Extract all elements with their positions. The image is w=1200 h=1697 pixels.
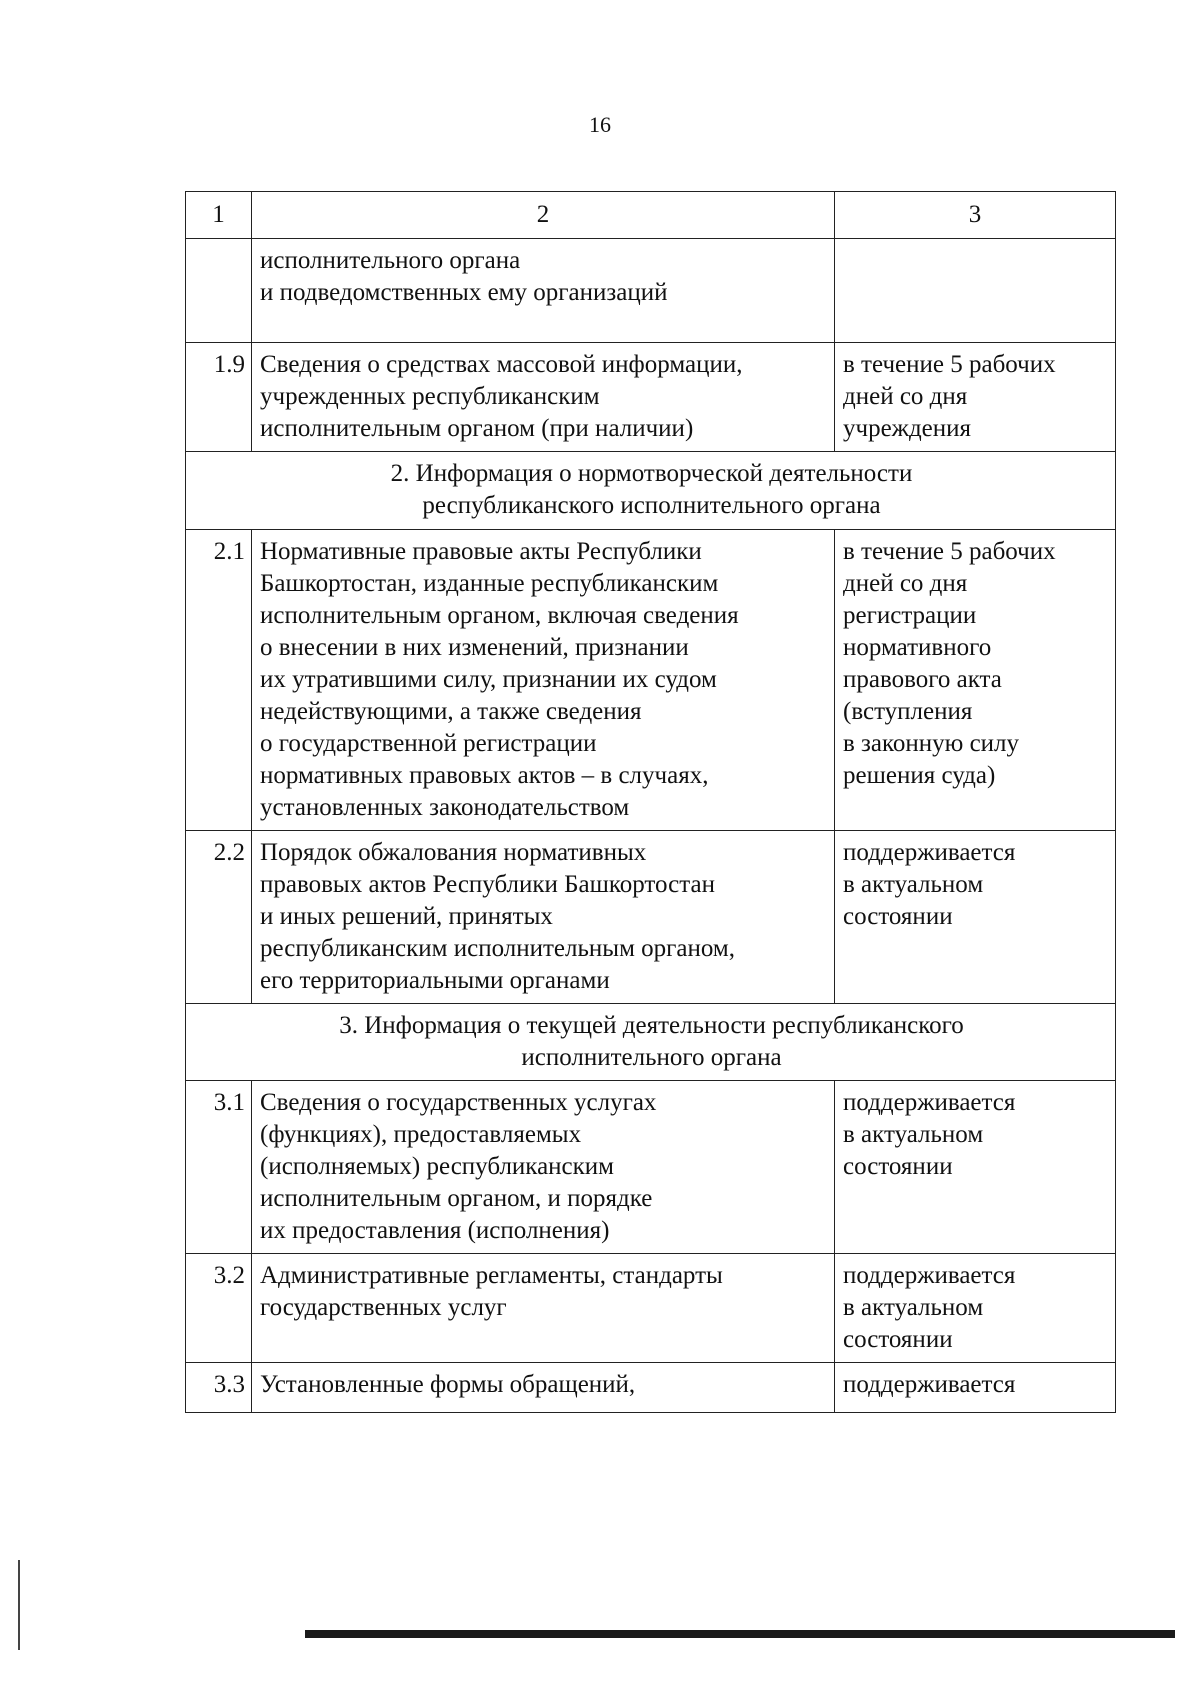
text-line: 2. Информация о нормотворческой деятельности	[390, 460, 913, 487]
section-header-row	[186, 452, 1116, 530]
row-number: 3.2	[186, 1254, 252, 1363]
text-line: в актуальном	[843, 1121, 984, 1148]
text-line: состоянии	[843, 1153, 953, 1180]
table-row	[186, 343, 1116, 452]
text-line: (исполняемых) республиканским	[260, 1153, 614, 1180]
table-body	[186, 192, 1116, 1413]
text-line: Сведения о государственных услугах	[260, 1089, 657, 1116]
row-number: 3.3	[186, 1363, 252, 1413]
section-header-row	[186, 1004, 1116, 1081]
table-header-row	[186, 192, 1116, 239]
row-number: 2.1	[186, 530, 252, 831]
page-number: 16	[589, 112, 611, 137]
text-line: (вступления	[843, 698, 973, 725]
text-line: в течение 5 рабочих	[843, 538, 1056, 565]
row-description	[252, 343, 835, 452]
row-description	[252, 1363, 835, 1413]
row-term	[835, 239, 1116, 343]
row-description	[252, 831, 835, 1004]
text-line: в актуальном	[843, 1294, 984, 1321]
text-line: и иных решений, принятых	[260, 903, 553, 930]
text-line: в законную силу	[843, 730, 1020, 757]
text-line: республиканским исполнительным органом,	[260, 935, 735, 962]
text-line: Нормативные правовые акты Республики	[260, 538, 702, 565]
section-title	[186, 452, 1116, 530]
text-line: о внесении в них изменений, признании	[260, 634, 689, 661]
text-line: решения суда)	[843, 762, 996, 789]
row-term	[835, 530, 1116, 831]
text-line: и подведомственных ему организаций	[260, 279, 668, 306]
row-description	[252, 1254, 835, 1363]
text-line: исполнительным органом (при наличии)	[260, 415, 694, 442]
text-line: государственных услуг	[260, 1294, 507, 1321]
text-line: его территориальными органами	[260, 967, 610, 994]
text-line: поддерживается	[843, 1262, 1016, 1289]
text-line: правовых актов Республики Башкортостан	[260, 871, 715, 898]
row-term	[835, 1254, 1116, 1363]
text-line: Башкортостан, изданные республиканским	[260, 570, 719, 597]
row-number: 3.1	[186, 1081, 252, 1254]
information-table	[185, 191, 1116, 1413]
text-line: Сведения о средствах массовой информации,	[260, 351, 743, 378]
table-row	[186, 1254, 1116, 1363]
text-line: 3. Информация о текущей деятельности республиканского	[339, 1012, 964, 1039]
text-line: их предоставления (исполнения)	[260, 1217, 610, 1244]
table-row	[186, 831, 1116, 1004]
row-description	[252, 530, 835, 831]
row-number: 1.9	[186, 343, 252, 452]
row-number	[186, 239, 252, 343]
text-line: учрежденных республиканским	[260, 383, 600, 410]
table-row	[186, 530, 1116, 831]
header-cell-1: 1	[186, 192, 252, 239]
text-line: о государственной регистрации	[260, 730, 597, 757]
text-line: дней со дня	[843, 383, 968, 410]
text-line: установленных законодательством	[260, 794, 630, 821]
row-term	[835, 831, 1116, 1004]
text-line: состоянии	[843, 1326, 953, 1353]
text-line: дней со дня	[843, 570, 968, 597]
text-line: в течение 5 рабочих	[843, 351, 1056, 378]
header-cell-2: 2	[252, 192, 835, 239]
text-line: (функциях), предоставляемых	[260, 1121, 582, 1148]
row-description	[252, 1081, 835, 1254]
text-line: в актуальном	[843, 871, 984, 898]
margin-mark	[18, 1560, 20, 1650]
text-line: недействующими, а также сведения	[260, 698, 642, 725]
text-line: республиканского исполнительного органа	[422, 492, 881, 519]
row-term	[835, 343, 1116, 452]
row-number: 2.2	[186, 831, 252, 1004]
text-line: нормативного	[843, 634, 992, 661]
text-line: учреждения	[843, 415, 972, 442]
text-line: регистрации	[843, 602, 977, 629]
text-line: нормативных правовых актов – в случаях,	[260, 762, 709, 789]
text-line: Установленные формы обращений,	[260, 1371, 636, 1398]
text-line: поддерживается	[843, 839, 1016, 866]
table-row	[186, 1081, 1116, 1254]
text-line: Порядок обжалования нормативных	[260, 839, 647, 866]
text-line: правового акта	[843, 666, 1002, 693]
bottom-rule	[305, 1630, 1175, 1638]
section-title	[186, 1004, 1116, 1081]
text-line: исполнительным органом, включая сведения	[260, 602, 739, 629]
text-line: исполнительного органа	[521, 1044, 782, 1071]
text-line: их утратившими силу, признании их судом	[260, 666, 717, 693]
text-line: Административные регламенты, стандарты	[260, 1262, 723, 1289]
text-line: поддерживается	[843, 1371, 1016, 1398]
text-line: исполнительным органом, и порядке	[260, 1185, 653, 1212]
row-description	[252, 239, 835, 343]
header-cell-3: 3	[835, 192, 1116, 239]
text-line: поддерживается	[843, 1089, 1016, 1116]
text-line: исполнительного органа	[260, 247, 521, 274]
text-line: состоянии	[843, 903, 953, 930]
row-term	[835, 1081, 1116, 1254]
table-row	[186, 1363, 1116, 1413]
row-term	[835, 1363, 1116, 1413]
table-row	[186, 239, 1116, 343]
